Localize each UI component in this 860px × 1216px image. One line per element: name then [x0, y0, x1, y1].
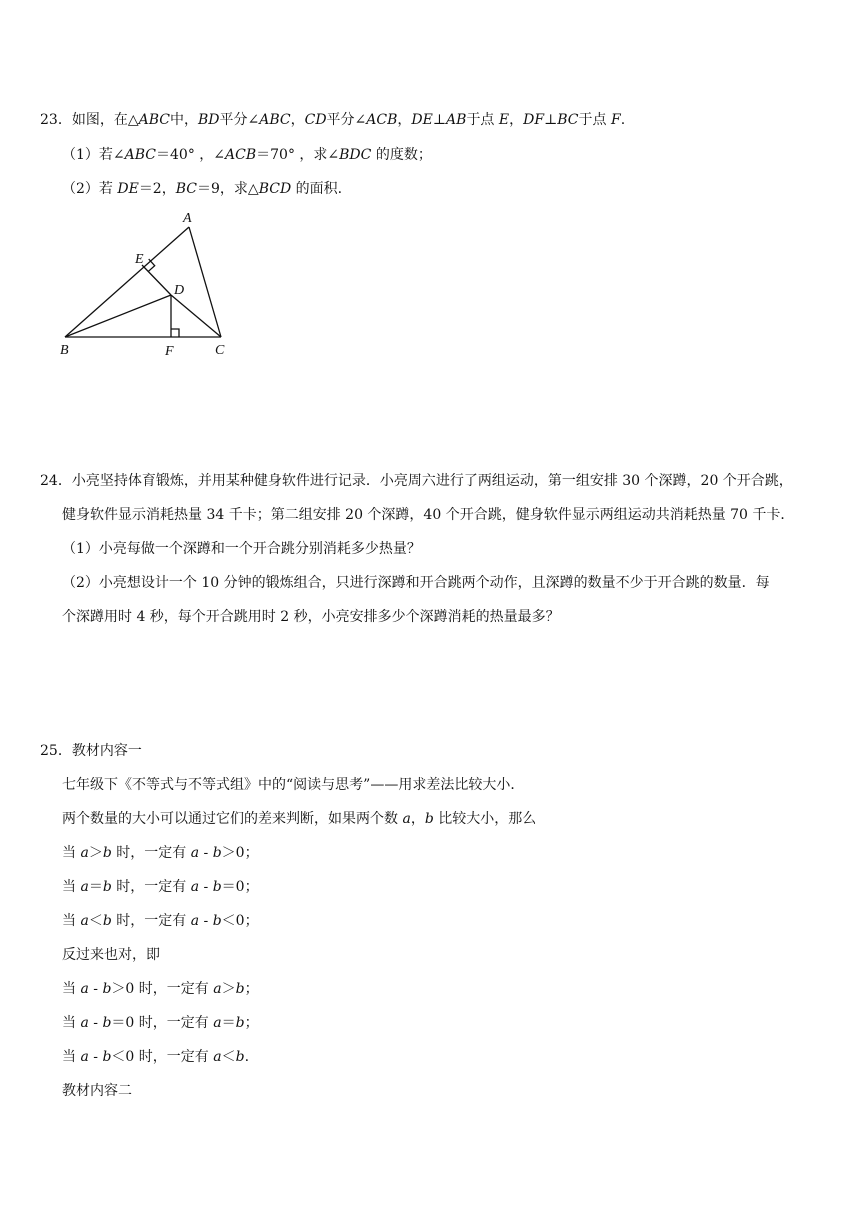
q25-judge-line: 两个数量的大小可以通过它们的差来判断，如果两个数 a，b 比较大小，那么: [62, 811, 537, 827]
triangle-figure: [56, 207, 246, 359]
label-b: B: [60, 343, 69, 358]
q24-part2-line2: 个深蹲用时 4 秒，每个开合跳用时 2 秒，小亮安排多少个深蹲消耗的热量最多？: [62, 609, 560, 625]
q24-stem-line1: 24．小亮坚持体育锻炼，并用某种健身软件进行记录．小亮周六进行了两组运动，第一组安排 30 个深蹲，20 个开合跳，: [40, 473, 793, 489]
q25-title: 25．教材内容一: [40, 743, 142, 759]
q23-part1: （1）若∠ABC＝40° ，∠ACB＝70° ，求∠BDC 的度数；: [62, 147, 432, 163]
segment-ac: [189, 227, 221, 337]
q24-number: 24．: [40, 473, 72, 489]
q23-number: 23．: [40, 112, 72, 128]
q24-part2-line1: （2）小亮想设计一个 10 分钟的锻炼组合，只进行深蹲和开合跳两个动作，且深蹲的数量不少于开合跳的数量．每: [62, 575, 770, 591]
q25-reverse: 反过来也对，即: [62, 947, 160, 963]
label-d: D: [174, 283, 185, 298]
label-f: F: [165, 344, 174, 359]
q25-number: 25．: [40, 743, 72, 759]
q25-reverse-equal: 当 a - b＝0 时，一定有 a＝b；: [62, 1015, 259, 1031]
segment-bd: [65, 295, 171, 337]
q24-part1: （1）小亮每做一个深蹲和一个开合跳分别消耗多少热量？: [62, 541, 421, 557]
q25-title2: 教材内容二: [62, 1083, 132, 1099]
label-e: E: [135, 252, 144, 267]
label-c: C: [215, 343, 225, 358]
label-a: A: [183, 211, 192, 226]
q23-stem: 23．如图，在△ABC中，BD平分∠ABC，CD平分∠ACB，DE⊥AB于点 E，DF⊥BC于点 F.: [40, 112, 626, 128]
q23-part2: （2）若 DE＝2，BC＝9，求△BCD 的面积.: [62, 181, 343, 197]
q25-case-greater: 当 a＞b 时，一定有 a - b＞0；: [62, 845, 259, 861]
q24-stem-line2: 健身软件显示消耗热量 34 千卡；第二组安排 20 个深蹲，40 个开合跳，健身软件显示两组运动共消耗热量 70 千卡．: [62, 507, 795, 523]
segment-de: [142, 265, 171, 295]
right-angle-mark-f: [171, 329, 179, 337]
q25-intro: 七年级下《不等式与不等式组》中的“阅读与思考”——用求差法比较大小．: [62, 777, 525, 793]
q25-reverse-less: 当 a - b＜0 时，一定有 a＜b.: [62, 1049, 250, 1065]
q25-case-less: 当 a＜b 时，一定有 a - b＜0；: [62, 913, 259, 929]
q25-case-equal: 当 a＝b 时，一定有 a - b＝0；: [62, 879, 259, 895]
q25-reverse-greater: 当 a - b＞0 时，一定有 a＞b；: [62, 981, 259, 997]
